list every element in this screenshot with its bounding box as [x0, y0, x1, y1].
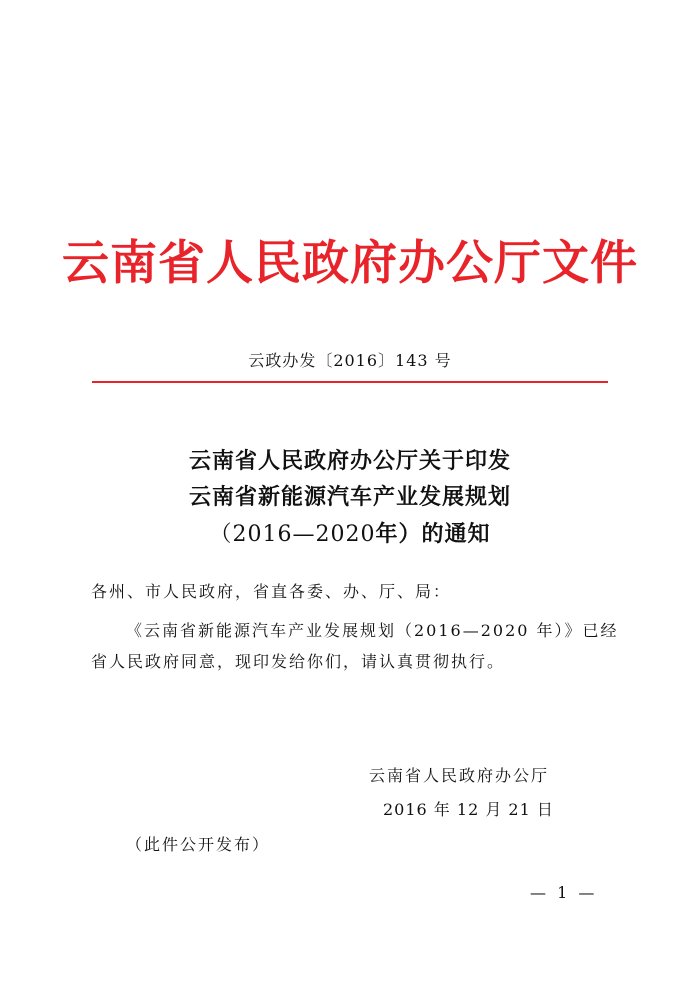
notice-title-line-1: 云南省人民政府办公厅关于印发	[188, 448, 511, 474]
addressee-line: 各州、市人民政府，省直各委、办、厅、局：	[91, 582, 452, 601]
signature-date: 2016 年 12 月 21 日	[383, 800, 554, 819]
masthead-title: 云南省人民政府办公厅文件	[62, 236, 638, 291]
body-paragraph-line-1: 《云南省新能源汽车产业发展规划（2016—2020 年）》已经	[126, 621, 619, 640]
signature-organization: 云南省人民政府办公厅	[369, 766, 550, 785]
red-separator-line	[92, 381, 608, 383]
title-years: （2016—2020	[209, 522, 376, 547]
title-suffix: 年）的通知	[375, 521, 491, 547]
publication-note: （此件公开发布）	[126, 835, 271, 854]
notice-title-line-2: 云南省新能源汽车产业发展规划	[188, 484, 511, 510]
page-number: — 1 —	[530, 883, 598, 902]
body-paragraph-line-2: 省人民政府同意，现印发给你们，请认真贯彻执行。	[91, 652, 506, 671]
document-number: 云政办发〔2016〕143 号	[248, 351, 452, 370]
notice-title-line-3	[0, 519, 700, 550]
